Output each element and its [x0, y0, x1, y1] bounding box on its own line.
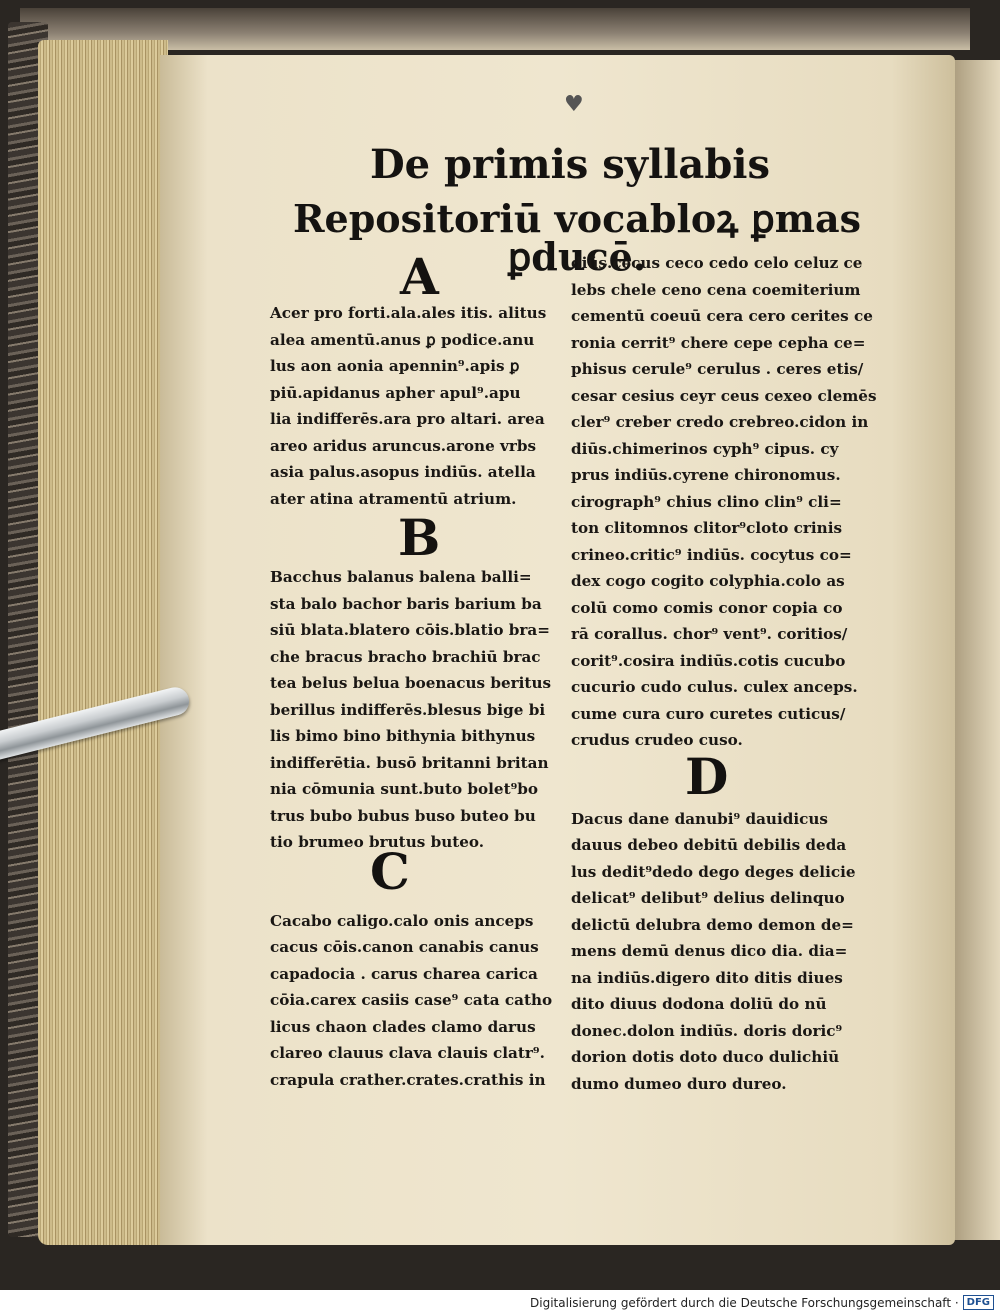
text-line: piū.apidanus apher apul⁹.apu — [270, 383, 521, 402]
text-line: capadocia . carus charea carica — [270, 964, 538, 983]
text-line: Bacchus balanus balena balli= — [270, 568, 532, 586]
text-line: na indiūs.digero dito ditis diues — [571, 968, 843, 987]
text-line: Dacus dane danubi⁹ dauidicus — [571, 809, 828, 828]
initial-c: C — [370, 842, 410, 901]
section-c-text — [270, 908, 562, 1094]
text-line: corit⁹.cosira indiūs.cotis cucubo — [571, 651, 846, 670]
text-line: cacus cōis.canon canabis canus — [270, 938, 539, 956]
text-line: cucurio cudo culus. culex anceps. — [571, 678, 858, 696]
text-line: Cacabo caligo.calo onis anceps — [270, 911, 534, 930]
section-c-continuation — [571, 250, 877, 754]
text-line: clareo clauus clava clauis clatr⁹. — [270, 1044, 545, 1062]
text-line: alea amentū.anus ꝑ podice.anu — [270, 330, 535, 349]
text-line: crineo.critic⁹ indiūs. cocytus co= — [571, 545, 852, 564]
text-line: asia palus.asopus indiūs. atella — [270, 463, 536, 481]
text-line: diūs.chimerinos cyph⁹ cipus. cy — [571, 439, 839, 458]
spacer — [270, 508, 562, 567]
page-title-line-1: De primis syllabis — [369, 141, 771, 188]
text-line: trus bubo bubus buso buteo bu — [270, 806, 536, 825]
text-line: dumo dumeo duro dureo. — [571, 1074, 787, 1093]
facing-page-edge — [950, 60, 1000, 1240]
text-line: dito diuus dodona doliū do nū — [571, 995, 827, 1013]
text-line: cirograph⁹ chius clino clin⁹ cli= — [571, 492, 842, 511]
right-column — [571, 250, 877, 1097]
text-line: mens demū denus dico dia. dia= — [571, 942, 848, 960]
text-line: delicat⁹ delibut⁹ delius delinquo — [571, 889, 845, 907]
text-line: cementū coeuū cera cero cerites ce — [571, 307, 873, 325]
text-line: diūs.cecus ceco cedo celo celuz ce — [571, 254, 863, 272]
text-line: donec.dolon indiūs. doris doric⁹ — [571, 1021, 843, 1040]
text-line: lis bimo bino bithynia bithynus — [270, 727, 536, 745]
text-line: ronia cerrit⁹ chere cepe cepha ce= — [571, 333, 866, 352]
text-line: cōia.carex casiis case⁹ cata catho — [270, 991, 553, 1009]
spacer — [571, 747, 871, 806]
text-line: lia indifferēs.ara pro altari. area — [270, 410, 545, 428]
text-line: licus chaon clades clamo darus — [270, 1017, 536, 1036]
page-mark: ♥ — [564, 92, 584, 117]
text-line: cesar cesius ceyr ceus cexeo clemēs — [571, 386, 877, 405]
text-line: dauus debeo debitū debilis deda — [571, 836, 847, 854]
text-line: cume cura curo curetes cuticus/ — [571, 704, 846, 723]
initial-b: B — [398, 508, 441, 567]
text-line: che bracus bracho brachiū brac — [270, 647, 541, 666]
section-b-text — [270, 564, 562, 856]
text-line: colū como comis conor copia co — [571, 598, 843, 617]
text-line: lus dedit⁹dedo dego deges delicie — [571, 862, 856, 881]
text-line: dex cogo cogito colyphia.colo as — [571, 572, 845, 590]
text-line: nia cōmunia sunt.buto bolet⁹bo — [270, 780, 538, 798]
text-line: siū blata.blatero cōis.blatio bra= — [270, 621, 550, 639]
text-line: tio brumeo brutus buteo. — [270, 833, 485, 851]
section-a-text — [270, 300, 562, 512]
initial-a: A — [400, 247, 439, 306]
page-edges — [38, 40, 168, 1245]
text-line: indifferētia. busō britanni britan — [270, 753, 549, 772]
digitization-credit — [530, 1295, 994, 1310]
text-line: sta balo bachor baris barium ba — [270, 594, 542, 613]
text-line: lebs chele ceno cena coemiterium — [571, 280, 861, 299]
text-line: lus aon aonia apennin⁹.apis ꝑ — [270, 357, 520, 375]
initial-d: D — [685, 747, 729, 806]
text-line: rā corallus. chor⁹ vent⁹. coritios/ — [571, 625, 848, 643]
text-line: phisus cerule⁹ cerulus . ceres etis/ — [571, 360, 864, 378]
text-line: dorion dotis doto duco dulichiū — [571, 1048, 840, 1066]
dfg-logo: DFG — [963, 1295, 994, 1310]
text-line: cler⁹ creber credo crebreo.cidon in — [571, 413, 869, 431]
text-line: prus indiūs.cyrene chironomus. — [571, 466, 841, 484]
text-line: crapula crather.crates.crathis in — [270, 1070, 546, 1089]
text-line: berillus indifferēs.blesus bige bi — [270, 700, 546, 719]
section-d-text — [571, 806, 871, 1098]
text-line: areo aridus aruncus.arone vrbs — [270, 436, 537, 455]
credit-text: Digitalisierung gefördert durch die Deutsche Forschungsgemeinschaft · — [530, 1295, 959, 1310]
page-title-line-2: Repositoriū vocabloꝝ ꝑmas ꝑducē. — [292, 196, 862, 279]
text-line: Acer pro forti.ala.ales itis. alitus — [270, 304, 547, 322]
text-line: crudus crudeo cuso. — [571, 731, 743, 749]
text-line: ton clitomnos clitor⁹cloto crinis — [571, 519, 843, 537]
left-column — [270, 300, 562, 1093]
text-line: ater atina atramentū atrium. — [270, 489, 517, 508]
spacer — [270, 856, 562, 908]
text-line: delictū delubra demo demon de= — [571, 915, 854, 934]
text-line: tea belus belua boenacus beritus — [270, 674, 552, 692]
